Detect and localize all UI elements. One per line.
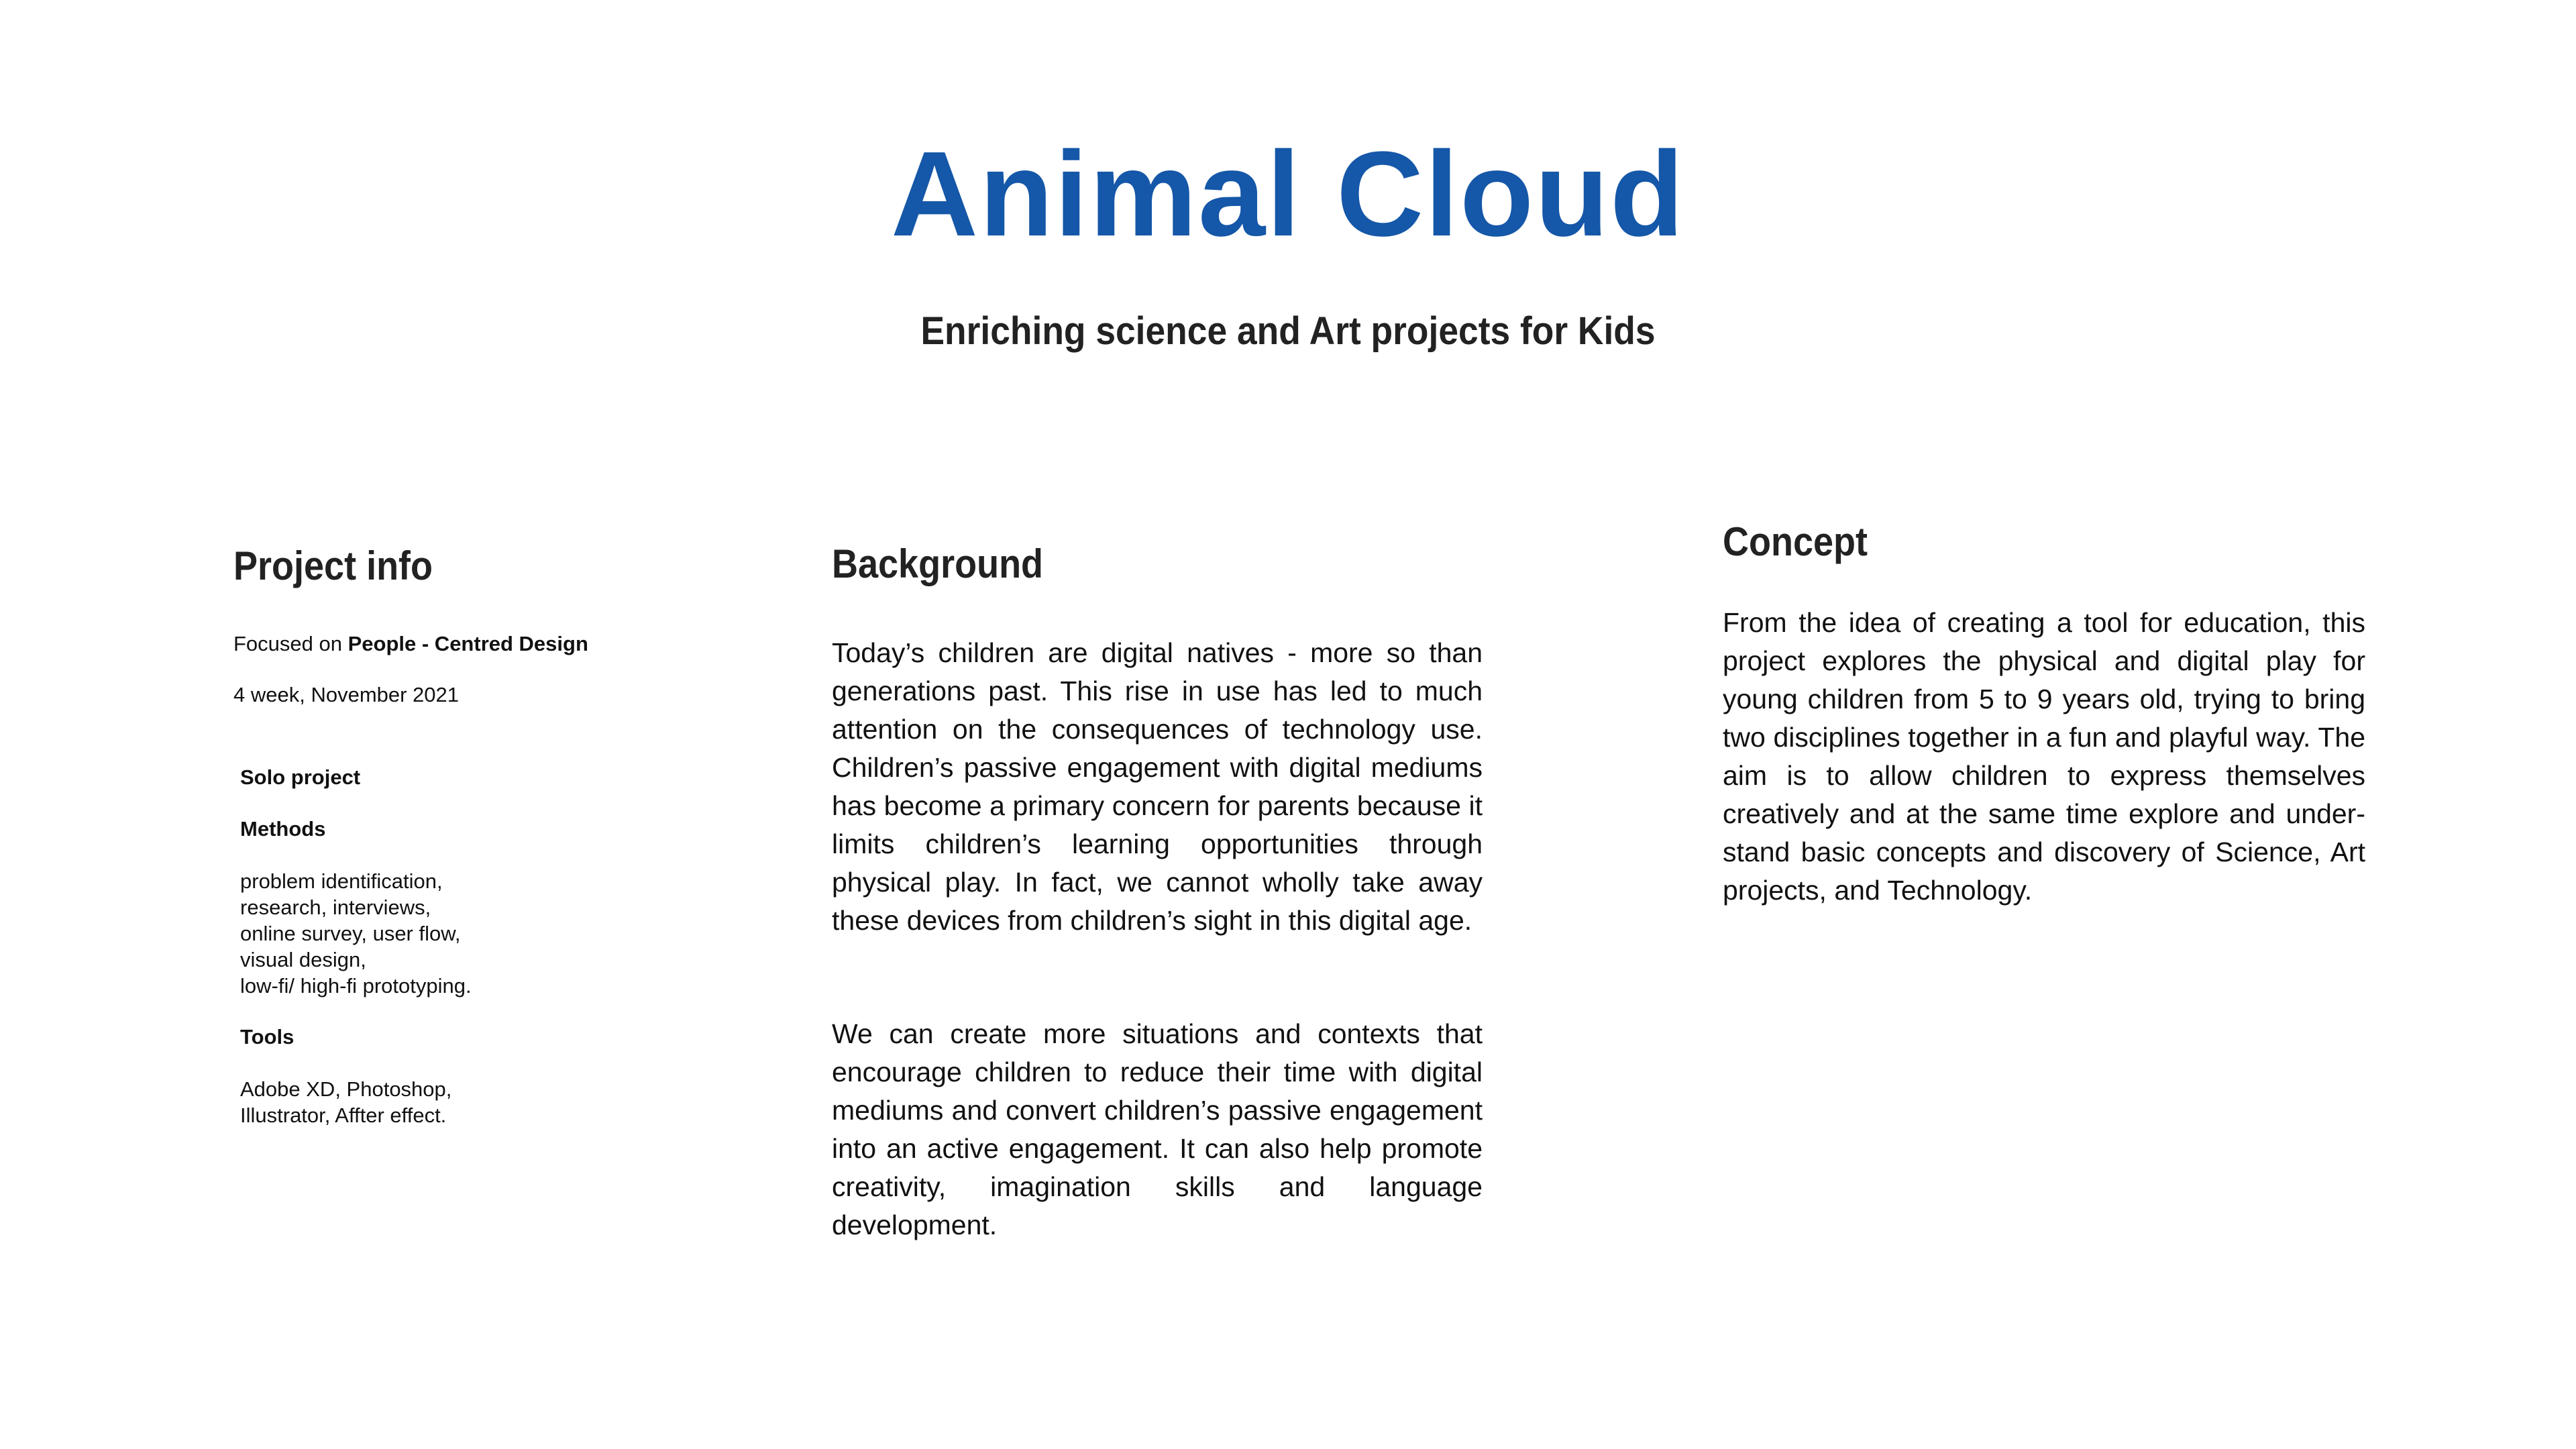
project-duration: 4 week, November 2021 bbox=[233, 683, 460, 706]
methods-line: visual design, bbox=[240, 948, 366, 971]
tools-list bbox=[240, 1076, 451, 1128]
methods-line: problem identification, bbox=[240, 869, 443, 893]
background-paragraph-1: Today’s children are digital natives - more so than generations past. This rise in use has led to much attention on the consequences of technology use. Children’s passive engagement with digital mediums has become a primary concern for parents because it limits children’s learning opportunities through physical play. In fact, we cannot wholly take away these devices from children’s sight in this digital age. bbox=[832, 637, 1483, 936]
background-heading: Background bbox=[832, 541, 1044, 586]
concept-heading: Concept bbox=[1723, 519, 1868, 564]
concept-paragraph: From the idea of creating a tool for education, this project explores the physical and digital play for young children from 5 to 9 years old, trying to bring two disciplines together in a fun and playful way. The aim is to allow children to express themselves creatively and at the same time explore and understand basic concepts and discovery of Science, Art projects, and Technology. bbox=[1723, 607, 2365, 906]
page-subtitle: Enriching science and Art projects for Kids bbox=[920, 309, 1656, 353]
background-paragraph-2: We can create more situations and contexts that encourage children to reduce their time with digital mediums and convert children’s passive engagement into an active engagement. It can also help promote creativity, imagination skills and language development. bbox=[832, 1018, 1483, 1240]
tools-line: Adobe XD, Photoshop, bbox=[240, 1077, 452, 1101]
methods-line: online survey, user flow, bbox=[240, 922, 461, 945]
tools-line: Illustrator, Affter effect. bbox=[240, 1104, 447, 1127]
project-focus bbox=[233, 631, 588, 657]
methods-line: low-fi/ high-fi prototyping. bbox=[240, 974, 472, 998]
methods-line: research, interviews, bbox=[240, 896, 431, 919]
tools-label: Tools bbox=[240, 1025, 294, 1049]
page-title: Animal Cloud bbox=[891, 127, 1685, 262]
project-focus-value: People - Centred Design bbox=[347, 632, 588, 655]
project-info-heading: Project info bbox=[233, 543, 433, 588]
methods-label: Methods bbox=[240, 817, 326, 841]
solo-project-label: Solo project bbox=[240, 765, 361, 789]
project-focus-prefix: Focused on bbox=[233, 632, 348, 655]
methods-list bbox=[240, 868, 472, 999]
